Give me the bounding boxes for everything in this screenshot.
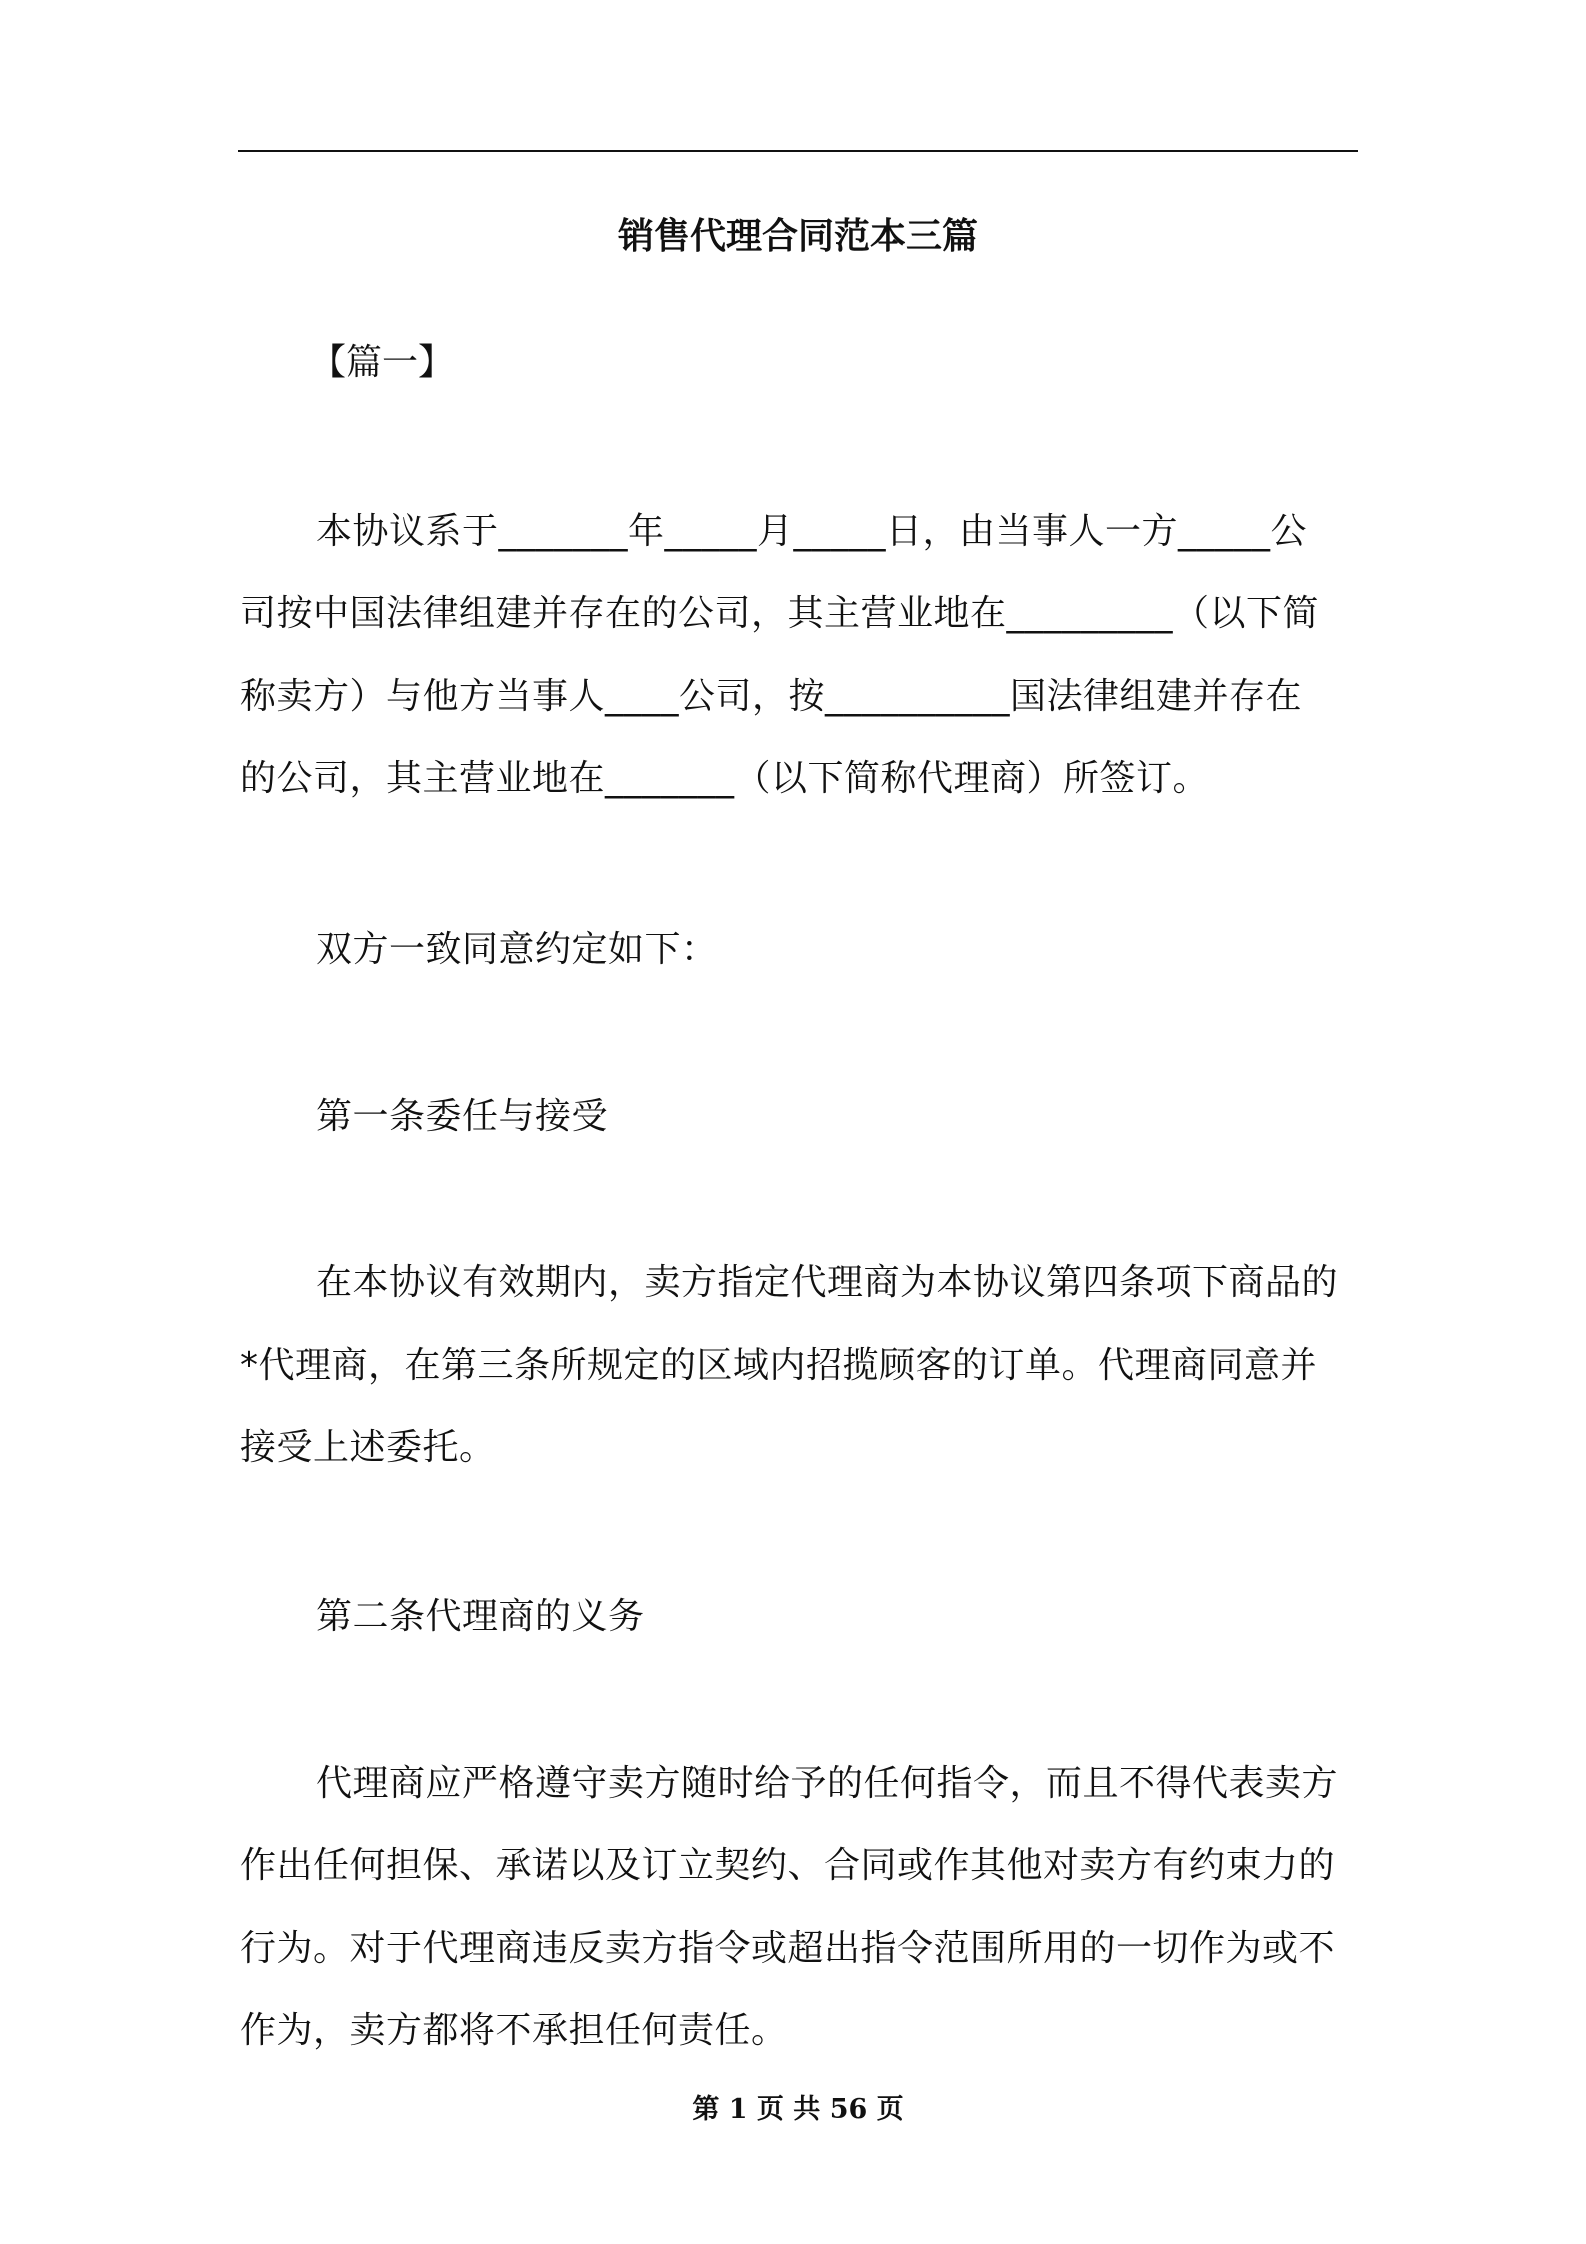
paragraph-4-line-3: 接受上述委托。 — [240, 1427, 496, 1468]
article-1-heading: 第一条委任与接受 — [316, 1096, 609, 1137]
header-rule — [238, 150, 1358, 152]
paragraph-1-line-3: 称卖方）与他方当事人____公司，按__________国法律组建并存在 — [240, 676, 1303, 717]
paragraph-2-line-1: 双方一致同意约定如下： — [316, 929, 718, 970]
paragraph-6-line-2: 作出任何担保、承诺以及订立契约、合同或作其他对卖方有约束力的 — [240, 1845, 1336, 1886]
paragraph-6-line-1: 代理商应严格遵守卖方随时给予的任何指令，而且不得代表卖方 — [316, 1763, 1339, 1804]
paragraph-1-line-4: 的公司，其主营业地在_______（以下简称代理商）所签订。 — [240, 758, 1210, 799]
paragraph-1-line-2: 司按中国法律组建并存在的公司，其主营业地在_________（以下简 — [240, 593, 1320, 634]
paragraph-6-line-4: 作为，卖方都将不承担任何责任。 — [240, 2010, 788, 2051]
section-label: 【篇一】 — [310, 342, 455, 383]
paragraph-4-line-2: *代理商，在第三条所规定的区域内招揽顾客的订单。代理商同意并 — [240, 1345, 1318, 1386]
article-2-heading: 第二条代理商的义务 — [316, 1596, 645, 1637]
paragraph-1-line-1: 本协议系于_______年_____月_____日，由当事人一方_____公 — [316, 511, 1308, 552]
page-footer: 第 1 页 共 56 页 — [692, 2094, 904, 2125]
paragraph-6-line-3: 行为。对于代理商违反卖方指令或超出指令范围所用的一切作为或不 — [240, 1928, 1336, 1969]
document-title: 销售代理合同范本三篇 — [617, 216, 978, 257]
paragraph-4-line-1: 在本协议有效期内，卖方指定代理商为本协议第四条项下商品的 — [316, 1262, 1339, 1303]
